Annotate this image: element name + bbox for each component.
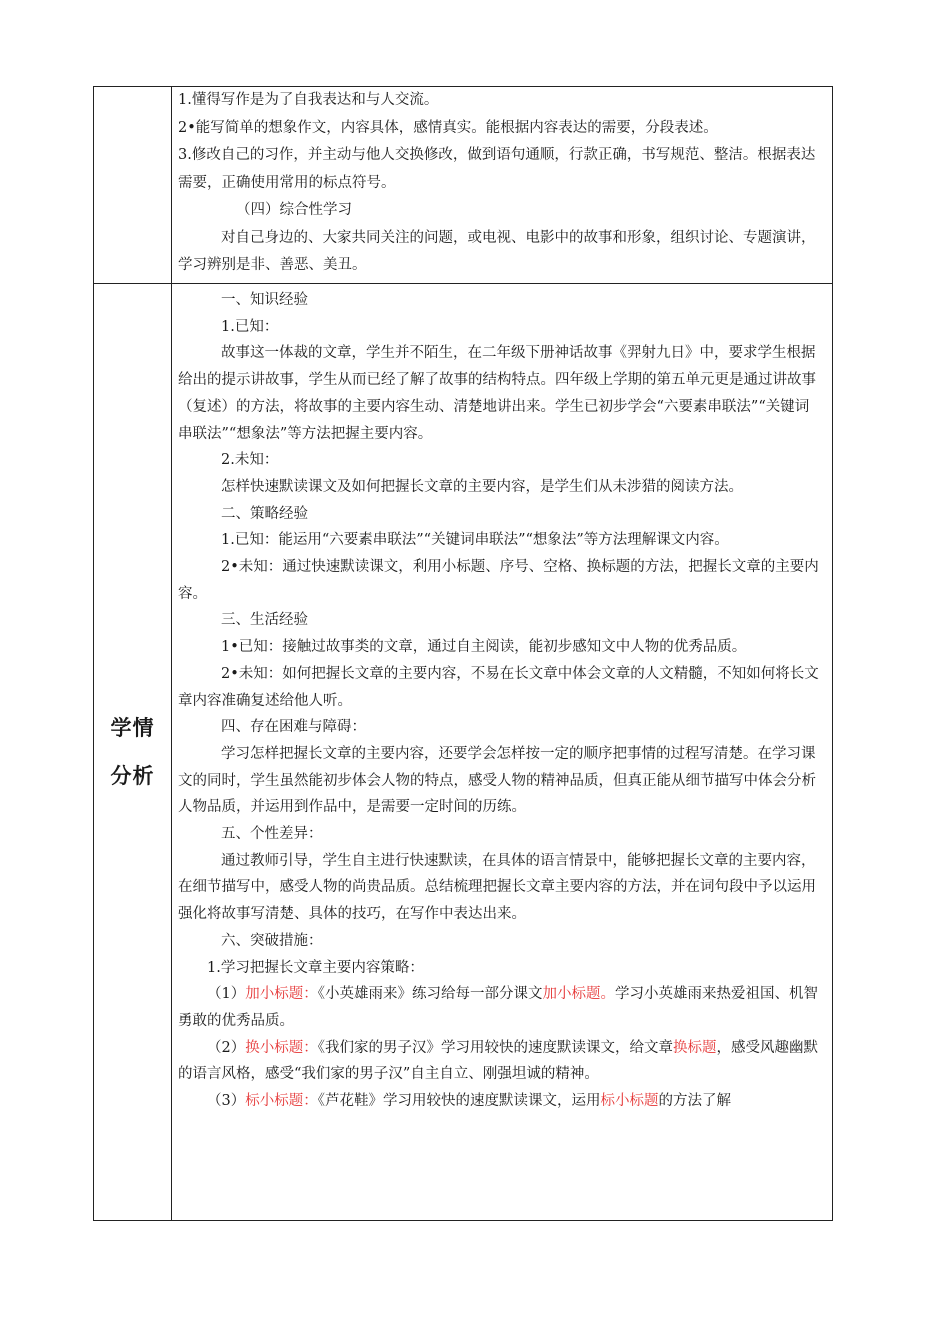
strategy-known: 1.已知：能运用“六要素串联法”“关键词串联法”“想象法”等方法理解课文内容。 [221, 532, 729, 549]
measure-key: 换小标题： [245, 1039, 318, 1056]
unknown-label: 2.未知： [221, 452, 279, 469]
known-label: 1.已知： [221, 318, 279, 335]
heading-life: 三、生活经验 [221, 612, 308, 629]
measure-key-inline: 换标题 [672, 1039, 717, 1056]
measure-text: 《小英雄雨来》练习给每一部分课文 [317, 986, 543, 1003]
measures-intro: 1.学习把握长文章主要内容策略： [207, 959, 424, 976]
label-cell-analysis [94, 284, 172, 1221]
measure-num: （3） [207, 1093, 246, 1110]
measure-key: 加小标题： [245, 986, 318, 1003]
measure-num: （1） [207, 986, 246, 1003]
measure-num: （2） [207, 1039, 246, 1056]
subsection-heading: （四）综合性学习 [236, 202, 352, 218]
goals-content [172, 87, 832, 280]
row-label-line-1: 学情 [110, 716, 155, 740]
measure-item-3 [178, 1088, 822, 1115]
goal-line-2: 2•能写简单的想象作文，内容具体，感情真实。能根据内容表达的需要，分段表述。 [178, 119, 718, 136]
content-cell-goals [172, 87, 833, 284]
label-cell-empty [94, 87, 172, 284]
row-label-line-2: 分析 [110, 764, 155, 788]
heading-individual: 五、个性差异： [221, 826, 323, 843]
heading-difficulty: 四、存在困难与障碍： [221, 719, 366, 736]
goal-line-3: 3.修改自己的习作，并主动与他人交换修改，做到语句通顺，行款正确，书写规范、整洁。根据表达需要，正确使用常用的标点符号。 [178, 147, 816, 191]
difficulty-text: 学习怎样把握长文章的主要内容，还要学会怎样按一定的顺序把事情的过程写清楚。在学习课文的同时，学生虽然能初步体会人物的特点，感受人物的精神品质，但真正能从细节描写中体会分析人物品质，并运用到作品中，是需要一定时间的历练。 [178, 745, 816, 816]
heading-measures: 六、突破措施： [221, 932, 323, 949]
measure-text-tail: 学习小英雄雨来热爱祖国、机智勇敢的优秀品质。 [178, 986, 818, 1029]
measure-text: 《我们家的男子汉》学习用较快的速度默读课文，给文章 [317, 1039, 673, 1056]
measure-text-tail: ，感受风趣幽默的语言风格，感受“我们家的男子汉”自主自立、刚强坦诚的精神。 [178, 1039, 818, 1083]
heading-knowledge: 一、知识经验 [221, 292, 308, 308]
life-known: 1•已知：接触过故事类的文章，通过自主阅读，能初步感知文中人物的优秀品质。 [221, 639, 747, 656]
measure-key: 标小标题： [245, 1093, 318, 1110]
measure-key-inline: 标小标题 [600, 1093, 659, 1110]
unknown-text: 怎样快速默读课文及如何把握长文章的主要内容，是学生们从未涉猎的阅读方法。 [221, 478, 743, 495]
strategy-unknown: 2•未知：通过快速默读课文，利用小标题、序号、空格、换标题的方法，把握长文章的主要内容。 [178, 559, 819, 602]
measure-text: 《芦花鞋》学习用较快的速度默读课文，运用 [317, 1093, 601, 1110]
plan-table [93, 86, 833, 1221]
individual-text: 通过教师引导，学生自主进行快速默读，在具体的语言情景中，能够把握长文章的主要内容，在细节描写中，感受人物的尚贵品质。总结梳理把握长文章主要内容的方法，并在词句段中予以运用强化将故事写清楚、具体的技巧，在写作中表达出来。 [178, 852, 816, 923]
known-text: 故事这一体裁的文章，学生并不陌生，在二年级下册神话故事《羿射九日》中，要求学生根据给出的提示讲故事，学生从而已经了解了故事的结构特点。四年级上学期的第五单元更是通过讲故事（复述）的方法，将故事的主要内容生动、清楚地讲出来。学生已初步学会“六要素串联法”“关键词串联法”“想象法”等方法把握主要内容。 [178, 345, 816, 442]
heading-strategy: 二、策略经验 [221, 505, 308, 522]
measure-key-inline: 加小标题。 [542, 986, 615, 1003]
table-row-analysis [94, 284, 833, 1221]
measure-item-1 [178, 981, 822, 1034]
life-unknown: 2•未知：如何把握长文章的主要内容，不易在长文章中体会文章的人文精髓，不知如何将长文章内容准确复述给他人听。 [178, 665, 819, 709]
measure-text-tail: 的方法了解 [658, 1093, 731, 1110]
table-row-goals [94, 87, 833, 284]
goal-line-5: 对自己身边的、大家共同关注的问题，或电视、电影中的故事和形象，组织讨论、专题演讲，学习辨别是非、善恶、美丑。 [178, 229, 816, 273]
measure-item-2 [178, 1035, 822, 1088]
goal-line-1: 1.懂得写作是为了自我表达和与人交流。 [178, 92, 439, 108]
content-cell-analysis [172, 284, 833, 1221]
analysis-content [172, 284, 832, 1115]
